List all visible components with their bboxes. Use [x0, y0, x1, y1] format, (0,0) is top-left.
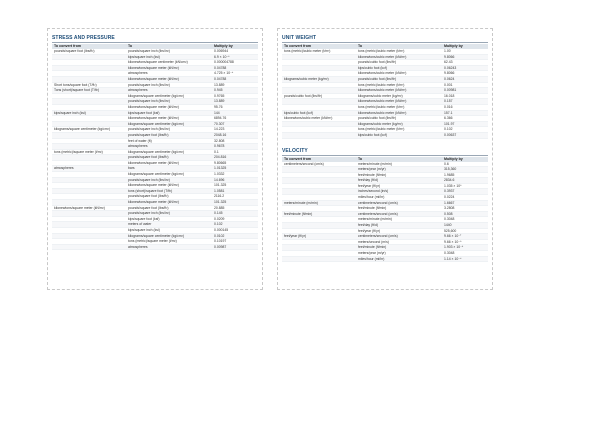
cell-to: feet/minute (ft/min): [358, 245, 387, 250]
header-multiply: Multiply by: [444, 156, 463, 161]
section-rule: [282, 155, 488, 156]
cell-from: pounds/square foot (lbs/ft²): [54, 49, 95, 53]
cell-from: [52, 71, 126, 76]
cell-to: meters/year (m/yr): [358, 167, 386, 172]
cell-from: [282, 217, 356, 222]
cell-to: kilograms/square centimeter (kg/cm²): [128, 149, 184, 154]
cell-factor: 0.0209: [214, 216, 225, 221]
cell-factor: 144: [214, 110, 220, 115]
cell-to: atmospheres: [128, 71, 148, 76]
cell-to: kilograms/square centimeter (kg/cm²): [128, 172, 184, 177]
cell-from: [52, 60, 126, 65]
cell-from: [282, 189, 356, 194]
cell-from: [52, 122, 126, 127]
cell-from: [282, 60, 356, 65]
cell-factor: 14.696: [214, 177, 225, 182]
cell-to: tons (metric)/cubic meter (t/m³): [358, 82, 405, 87]
cell-factor: 9.8066: [444, 54, 455, 59]
cell-from: [282, 229, 356, 234]
cell-factor: 0.102: [214, 222, 223, 227]
cell-to: meters/minute (m/min): [358, 161, 392, 166]
table-row: [52, 245, 258, 251]
cell-from: [282, 66, 356, 71]
cell-to: atmospheres: [128, 244, 148, 249]
section-title-velocity: VELOCITY: [282, 147, 308, 154]
cell-from: [282, 178, 356, 183]
cell-from: [52, 222, 126, 227]
header-multiply: Multiply by: [214, 44, 233, 48]
cell-from: [52, 217, 126, 222]
cell-from: [52, 94, 126, 99]
header-from: To convert from: [54, 44, 82, 48]
cell-to: kilonewtons/square meter (kN/m²): [128, 160, 179, 165]
cell-from: [282, 245, 356, 250]
cell-from: [282, 99, 356, 104]
cell-from: [52, 211, 126, 216]
unit-weight-table-body: [278, 49, 492, 139]
cell-to: feet/day (ft/d): [358, 178, 378, 183]
cell-from: [52, 105, 126, 110]
cell-to: meters/minute (m/min): [358, 217, 392, 222]
cell-factor: 13.889: [214, 82, 225, 87]
cell-to: pounds/square foot (lbs/ft²): [128, 155, 169, 160]
cell-factor: 0.0102: [214, 233, 225, 238]
cell-from: kilograms/cubic meter (kg/m³): [284, 76, 329, 81]
cell-to: centimeters/second (cm/s): [358, 200, 398, 205]
cell-factor: 0.9678: [214, 144, 225, 149]
cell-from: [52, 245, 126, 250]
cell-factor: 0.3937: [444, 189, 455, 194]
cell-from: [282, 122, 356, 127]
cell-from: feet/year (ft/yr): [284, 234, 307, 239]
cell-to: kips/cubic foot (kcf): [358, 132, 388, 137]
cell-to: kilonewtons/square meter (kN/m²): [128, 104, 179, 109]
cell-to: pounds/square foot (lbs/ft²): [128, 205, 169, 210]
cell-factor: 0.006944: [214, 49, 229, 53]
cell-factor: 0.6: [444, 161, 449, 166]
cell-from: pounds/cubic foot (lbs/ft³): [284, 93, 323, 98]
cell-factor: 0.00637: [444, 132, 457, 137]
cell-from: Tons (short)/square foot (T/ft²): [54, 88, 100, 93]
cell-factor: 4.725 × 10⁻⁴: [214, 71, 234, 76]
cell-to: tons (metric)/cubic meter (t/m³): [358, 127, 405, 132]
cell-to: feet/day (ft/d): [358, 223, 378, 228]
cell-factor: 0.3048: [444, 217, 455, 222]
cell-to: meters of water: [128, 222, 152, 227]
cell-from: [52, 55, 126, 60]
cell-factor: 0.001: [444, 82, 453, 87]
cell-to: feet/minute (ft/min): [358, 172, 387, 177]
cell-to: kips/cubic foot (kcf): [358, 65, 388, 70]
cell-from: [52, 228, 126, 233]
cell-from: [52, 234, 126, 239]
cell-to: kilograms/cubic meter (kg/m³): [358, 93, 403, 98]
cell-to: kilograms/square centimeter (kg/cm²): [128, 233, 184, 238]
cell-to: pounds/square inch (lbs/in²): [128, 211, 170, 216]
cell-factor: 0.0624: [444, 76, 455, 81]
cell-to: feet/year (ft/yr): [358, 228, 381, 233]
cell-to: tons (metric)/square meter (t/m²): [128, 239, 177, 244]
cell-to: pounds/square inch (lbs/in²): [128, 127, 170, 132]
cell-to: tons (metric)/cubic meter (t/m³): [358, 49, 405, 53]
cell-to: tons (metric)/cubic meter (t/m³): [358, 104, 405, 109]
cell-from: [282, 257, 356, 262]
cell-from: feet/minute (ft/min): [284, 211, 313, 216]
cell-factor: 0.945: [214, 88, 223, 93]
cell-from: [282, 173, 356, 178]
cell-to: pounds/square inch (lbs/in²): [128, 99, 170, 104]
cell-from: [282, 223, 356, 228]
cell-factor: 1440: [444, 223, 452, 228]
cell-factor: 9.66 × 10⁻⁹: [444, 239, 462, 244]
cell-from: kilonewtons/cubic meter (kN/m³): [284, 116, 333, 121]
cell-factor: 0.04788: [214, 65, 227, 70]
header-from: To convert from: [284, 44, 312, 48]
cell-factor: 2834.6: [444, 178, 455, 183]
cell-factor: 32.808: [214, 138, 225, 143]
cell-to: pounds/square foot (lbs/ft²): [128, 194, 169, 199]
cell-from: [52, 189, 126, 194]
section-title-unit-weight: UNIT WEIGHT: [282, 35, 317, 41]
cell-to: miles/hour (mi/hr): [358, 256, 385, 261]
cell-factor: 0.3048: [444, 251, 455, 255]
cell-from: [282, 127, 356, 132]
cell-from: [52, 155, 126, 160]
cell-to: feet/year (ft/yr): [358, 183, 381, 188]
cell-to: kilograms/square centimeter (kg/cm²): [128, 93, 184, 98]
cell-from: [52, 178, 126, 183]
cell-factor: 14.223: [214, 127, 225, 132]
cell-from: kilograms/square centimeter (kg/cm²): [54, 127, 110, 132]
cell-to: kilonewtons/cubic meter (kN/m³): [358, 110, 407, 115]
header-to: To: [358, 44, 363, 48]
cell-factor: 0.145: [214, 211, 223, 216]
cell-from: [282, 105, 356, 110]
cell-from: [282, 206, 356, 211]
cell-factor: 2048.16: [214, 132, 227, 137]
cell-to: kips/square foot (ksf): [128, 110, 160, 115]
cell-to: kilonewtons/cubic meter (kN/m³): [358, 71, 407, 76]
header-to: To: [358, 156, 363, 161]
cell-to: meters/second (m/s): [358, 239, 389, 244]
cell-to: centimeters/second (cm/s): [358, 211, 398, 216]
cell-factor: 0.000004788: [214, 60, 234, 65]
cell-from: [52, 194, 126, 199]
cell-factor: 0.0224: [444, 195, 455, 200]
cell-to: kilonewtons/square meter (kN/m²): [128, 116, 179, 121]
cell-to: pounds/cubic foot (lbs/ft³): [358, 60, 397, 65]
cell-to: kips/square inch (ksi): [128, 228, 160, 232]
cell-from: atmospheres: [54, 166, 74, 171]
section-rule: [282, 42, 488, 43]
cell-to: pounds/square inch (lbs/in²): [128, 82, 170, 87]
cell-to: kilonewtons/square centimeter (kN/cm²): [128, 60, 188, 65]
cell-from: [52, 161, 126, 166]
cell-to: miles/hour (mi/hr): [358, 195, 385, 200]
cell-from: [282, 55, 356, 60]
cell-to: bars: [128, 166, 135, 171]
cell-factor: 62.43: [444, 60, 453, 65]
cell-factor: 0.9765: [214, 93, 225, 98]
cell-to: kilonewtons/cubic meter (kN/m³): [358, 88, 407, 93]
cell-factor: 1.0581: [214, 188, 225, 193]
cell-to: pounds/square inch (lbs/in²): [128, 49, 170, 53]
cell-factor: 16.018: [444, 93, 455, 98]
page-right: [277, 28, 493, 290]
cell-to: feet of water (ft): [128, 138, 152, 143]
cell-from: [52, 144, 126, 149]
cell-from: [52, 200, 126, 205]
cell-factor: 1.903 × 10⁻⁶: [444, 245, 464, 250]
cell-to: kilograms/square centimeter (kg/cm²): [128, 121, 184, 126]
cell-factor: 0.00987: [214, 244, 227, 249]
cell-to: kilonewtons/cubic meter (kN/m³): [358, 54, 407, 59]
cell-to: kilograms/cubic meter (kg/m³): [358, 121, 403, 126]
cell-factor: 1.6667: [444, 200, 455, 205]
cell-factor: 0.00981: [444, 88, 457, 93]
cell-to: kilonewtons/square meter (kN/m²): [128, 183, 179, 188]
page-left: [47, 28, 263, 290]
cell-factor: 9.8066: [444, 71, 455, 76]
cell-factor: 9.80665: [214, 160, 227, 165]
stress-table-body: [48, 49, 262, 250]
cell-from: [282, 83, 356, 88]
cell-factor: 0.102: [444, 127, 453, 132]
cell-factor: 0.016: [444, 104, 453, 109]
cell-factor: 101.325: [214, 183, 227, 188]
cell-to: kilonewtons/cubic meter (kN/m³): [358, 99, 407, 104]
cell-to: kips/square inch (ksi): [128, 54, 160, 59]
cell-factor: 0.508: [444, 211, 453, 216]
cell-factor: 2116.2: [214, 194, 225, 199]
cell-factor: 101.97: [444, 121, 455, 126]
cell-from: kips/square inch (ksi): [54, 110, 86, 115]
cell-to: pounds/cubic foot (lbs/ft³): [358, 116, 397, 121]
cell-factor: 204.816: [214, 155, 227, 160]
header-from: To convert from: [284, 156, 312, 161]
cell-factor: 6.366: [444, 116, 453, 121]
cell-from: [282, 133, 356, 138]
cell-from: [282, 88, 356, 93]
cell-factor: 1.14 × 10⁻⁴: [444, 256, 462, 261]
cell-from: [282, 184, 356, 189]
cell-to: kilonewtons/square meter (kN/m²): [128, 65, 179, 70]
cell-to: feet/minute (ft/min): [358, 206, 387, 211]
cell-factor: 101.325: [214, 200, 227, 205]
cell-factor: 1.9685: [444, 172, 455, 177]
cell-factor: 6894.76: [214, 116, 227, 121]
cell-factor: 6.9 × 10⁻⁶: [214, 54, 230, 59]
header-multiply: Multiply by: [444, 44, 463, 48]
cell-from: kilonewtons/square meter (kN/m²): [54, 205, 105, 210]
cell-factor: 1.0332: [214, 172, 225, 177]
cell-to: centimeters/second (cm/s): [358, 234, 398, 239]
cell-from: tons (metric)/square meter (t/m²): [54, 149, 103, 154]
header-to: To: [128, 44, 133, 48]
cell-factor: 70.307: [214, 121, 225, 126]
cell-factor: 315,360: [444, 167, 457, 172]
section-title-stress-pressure: STRESS AND PRESSURE: [52, 35, 115, 41]
section-rule: [52, 42, 258, 43]
cell-from: [52, 172, 126, 177]
cell-to: tons (short)/square foot (T/ft²): [128, 188, 173, 193]
cell-from: [282, 71, 356, 76]
cell-factor: 1.00: [444, 49, 451, 53]
cell-to: pounds/square foot (lbs/ft²): [128, 132, 169, 137]
cell-from: [52, 116, 126, 121]
cell-from: [282, 240, 356, 245]
velocity-table-body: [278, 162, 492, 263]
cell-from: [52, 99, 126, 104]
cell-factor: 157.1: [444, 110, 453, 115]
cell-factor: 0.157: [444, 99, 453, 104]
cell-factor: 20.885: [214, 205, 225, 210]
cell-from: [52, 139, 126, 144]
cell-to: kips/square foot (ksf): [128, 216, 160, 221]
cell-from: [52, 183, 126, 188]
cell-from: [52, 66, 126, 71]
cell-to: kilonewtons/square meter (kN/m²): [128, 200, 179, 205]
cell-to: meters/year (m/yr): [358, 251, 386, 255]
cell-factor: 525,600: [444, 228, 457, 233]
cell-from: [282, 195, 356, 200]
cell-from: meters/minute (m/min): [284, 200, 318, 205]
cell-to: pounds/square inch (lbs/in²): [128, 177, 170, 182]
cell-factor: 3.2808: [444, 206, 455, 211]
cell-factor: 1.01325: [214, 166, 227, 171]
cell-factor: 0.04788: [214, 76, 227, 81]
cell-from: tons (metric)/cubic meter (t/m³): [284, 49, 331, 53]
cell-from: Short tons/square foot (T/ft²): [54, 82, 97, 87]
cell-to: pounds/cubic foot (lbs/ft³): [358, 76, 397, 81]
cell-from: [52, 77, 126, 82]
cell-factor: 95.76: [214, 104, 223, 109]
cell-from: centimeters/second (cm/s): [284, 161, 324, 166]
cell-from: [52, 133, 126, 138]
cell-from: kips/cubic foot (kcf): [284, 110, 314, 115]
cell-factor: 0.06243: [444, 65, 457, 70]
cell-to: inches/second (in/s): [358, 189, 389, 194]
table-row: [282, 257, 488, 263]
cell-from: [282, 251, 356, 256]
cell-factor: 1.035 × 10⁶: [444, 183, 462, 188]
cell-from: [52, 239, 126, 244]
cell-to: kilonewtons/square meter (kN/m²): [128, 76, 179, 81]
cell-factor: 0.1: [214, 149, 219, 154]
cell-to: atmospheres: [128, 144, 148, 149]
cell-factor: 13.889: [214, 99, 225, 104]
cell-factor: 9.66 × 10⁻⁷: [444, 234, 462, 239]
cell-to: atmospheres: [128, 88, 148, 93]
cell-factor: 0.10197: [214, 239, 227, 244]
cell-from: [282, 167, 356, 172]
cell-factor: 0.000145: [214, 228, 229, 232]
